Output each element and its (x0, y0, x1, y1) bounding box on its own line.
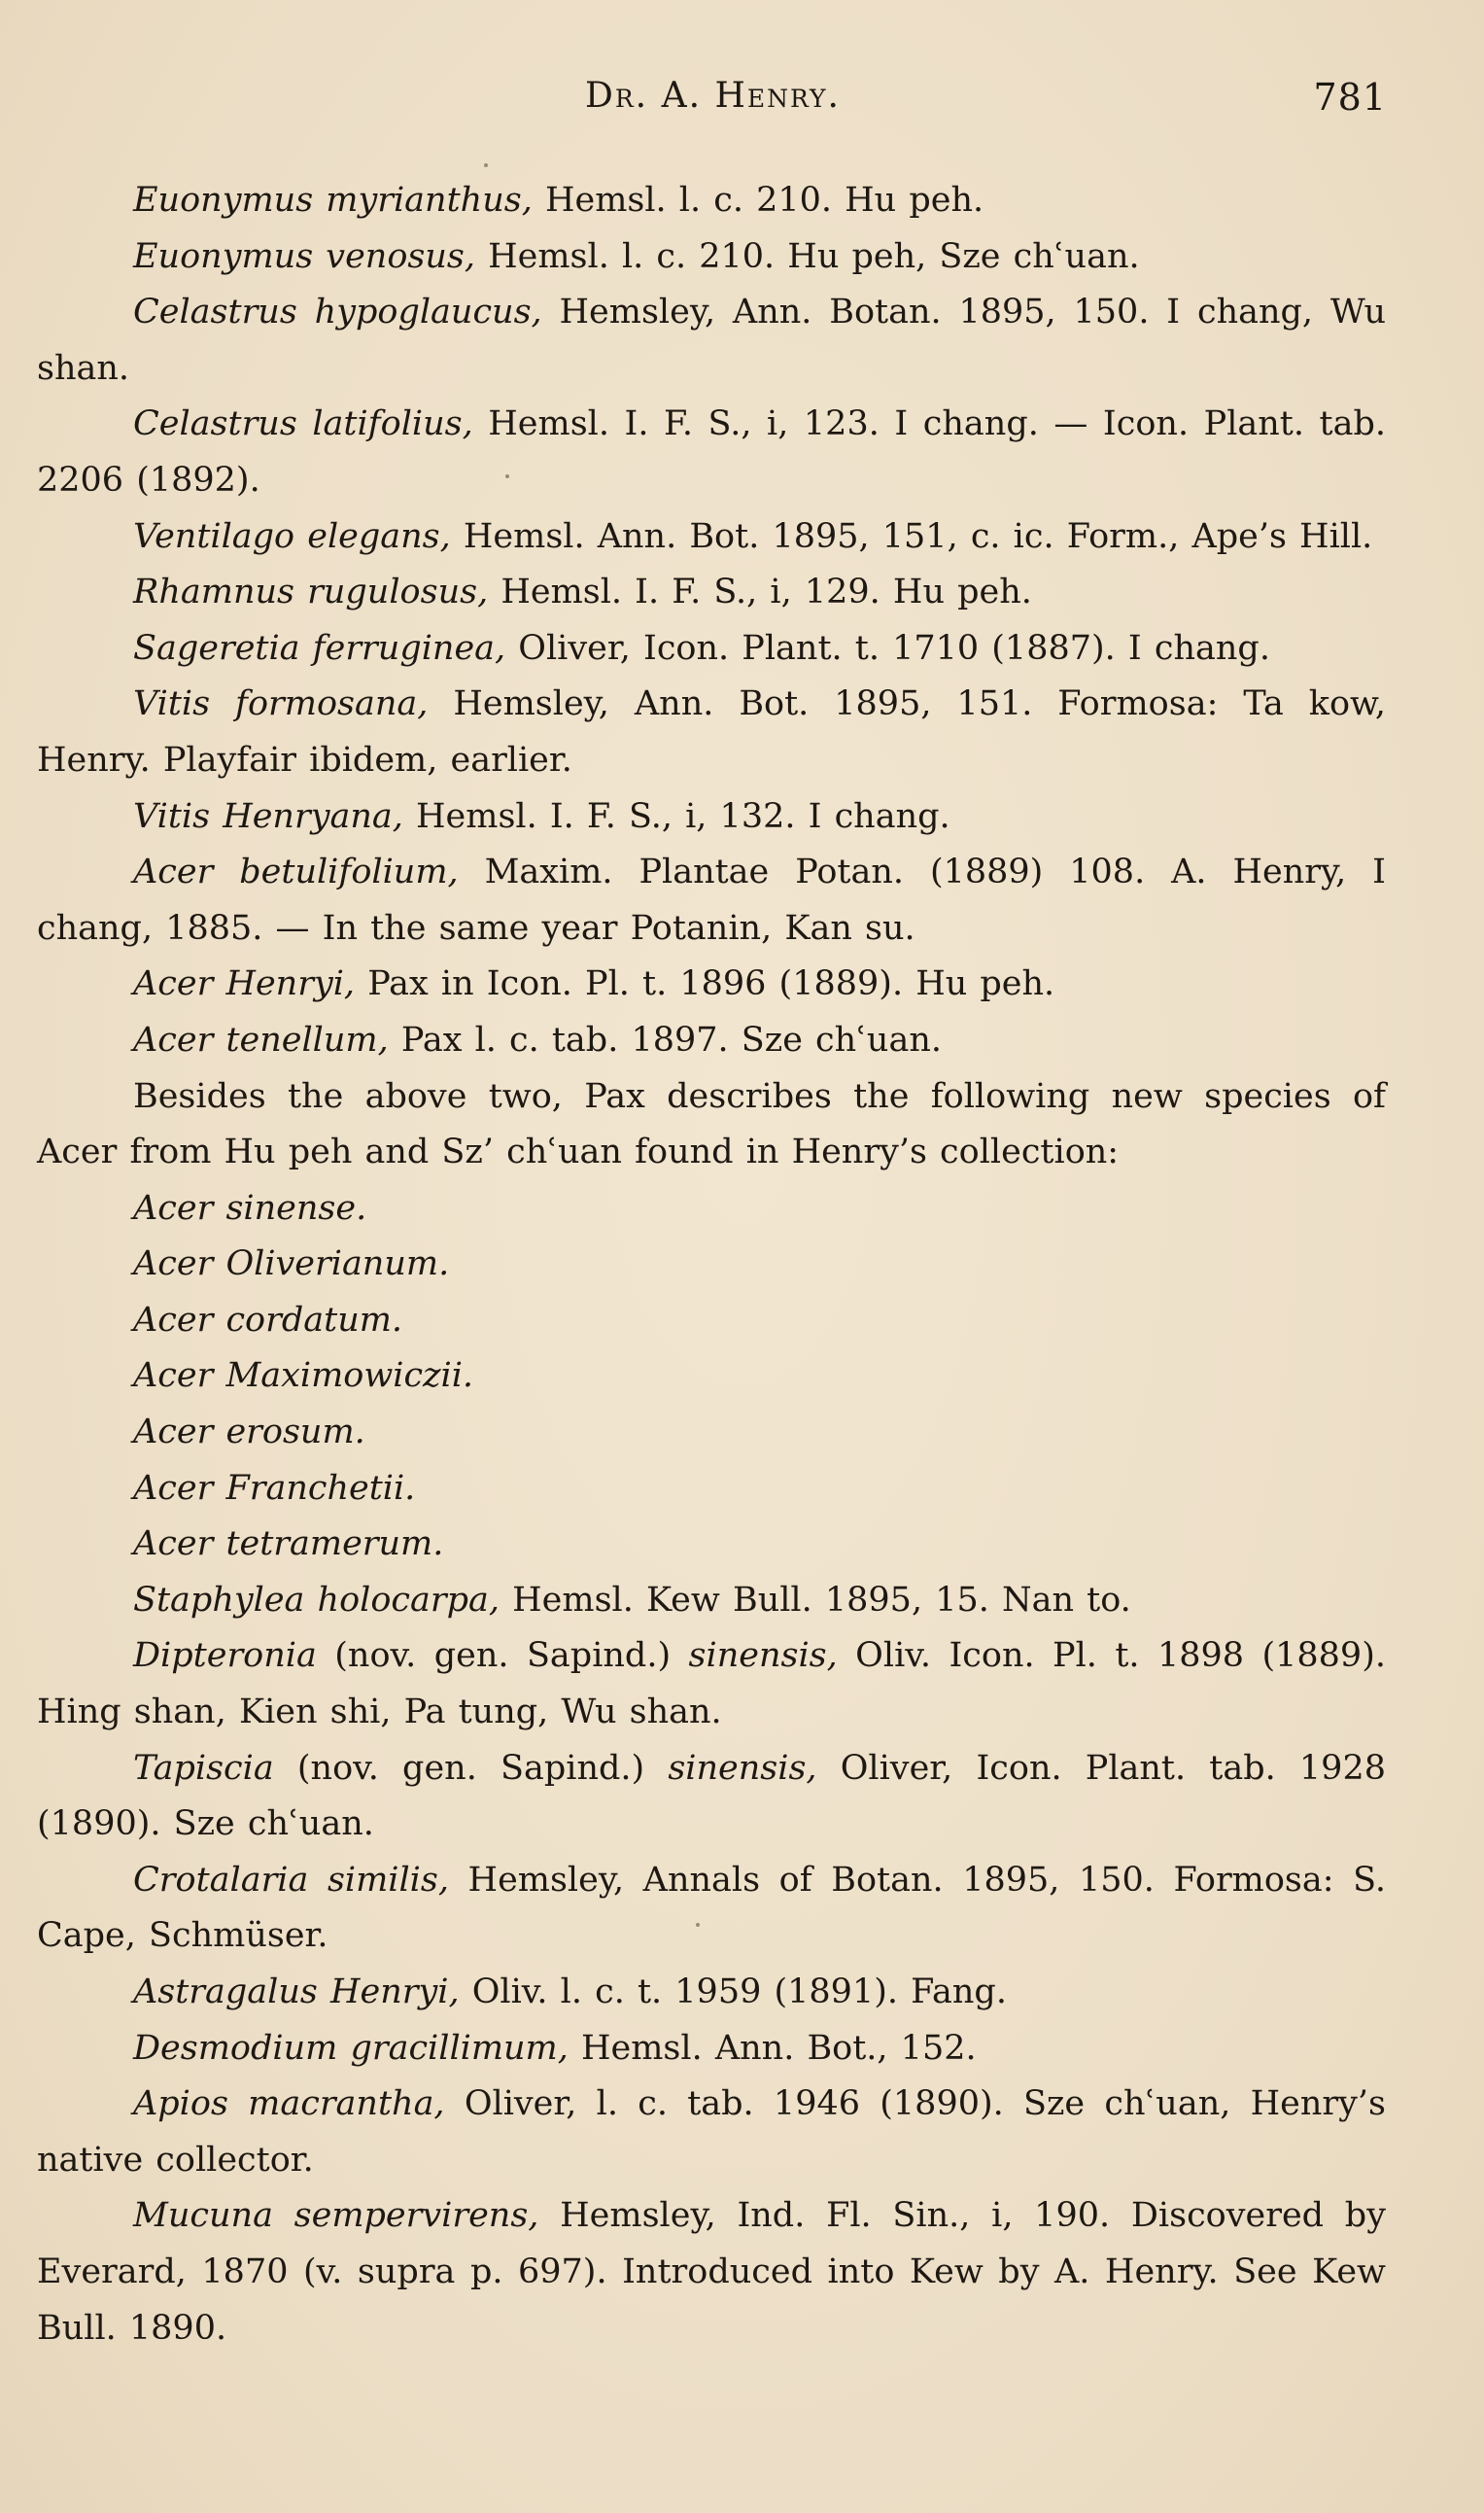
species-name: Sageretia ferruginea, (133, 628, 506, 668)
species-name: Mucuna sempervirens, (133, 2196, 539, 2236)
species-epithet: sinensis, (688, 1636, 838, 1676)
citation: Hemsl. l. c. 210. Hu peh, Sze chʿuan. (474, 236, 1140, 276)
species-name: Vitis Henryana, (133, 796, 403, 836)
citation: Hemsl. Ann. Bot., 152. (568, 2028, 977, 2068)
citation: Hemsl. l. c. 210. Hu peh. (532, 181, 984, 220)
acer-species-item: Acer Maximowiczii. (133, 1356, 474, 1396)
species-name: Euonymus myrianthus, (133, 181, 533, 220)
citation: Hemsley, Ann. Bot. 1895, 151. Formosa: Ta kow, Henry. Playfair ibidem, earlier. (37, 684, 1386, 780)
entry (37, 621, 1386, 678)
citation: Hemsl. Ann. Bot. 1895, 151, c. ic. Form., Ape’s Hill. (450, 516, 1373, 556)
acer-species-item: Acer sinense. (133, 1188, 367, 1228)
entry (37, 2077, 1386, 2188)
citation: Oliver, l. c. tab. 1946 (1890). Sze chʿuan, Henry’s native collector. (37, 2084, 1386, 2180)
citation: Maxim. Plantae Potan. (1889) 108. A. Henry, I chang, 1885. — In the same year Potanin, Kan su. (37, 853, 1386, 948)
species-name: Acer betulifolium, (133, 853, 459, 892)
entry (37, 285, 1386, 397)
genus-note: (nov. gen. Sapind.) (316, 1636, 689, 1676)
species-name: Acer Henryi, (133, 964, 356, 1004)
entry (37, 789, 1386, 846)
species-epithet: sinensis, (668, 1748, 817, 1788)
entry (37, 2188, 1386, 2356)
paper-speck (484, 163, 488, 167)
citation: Hemsley, Annals of Botan. 1895, 150. Formosa: S. Cape, Schmüser. (37, 1860, 1386, 1956)
entry (37, 1741, 1386, 1853)
entry (37, 1853, 1386, 1965)
entry (37, 1628, 1386, 1740)
entry (37, 1013, 1386, 1069)
citation: Hemsley, Ann. Botan. 1895, 150. I chang, Wu shan. (37, 293, 1386, 388)
entry (37, 397, 1386, 508)
genus-name: Tapiscia (133, 1748, 274, 1788)
citation: Hemsl. I. F. S., i, 132. I chang. (402, 796, 950, 836)
species-name: Celastrus latifolius, (133, 404, 473, 444)
entry (37, 1965, 1386, 2021)
acer-species-item: Acer tetramerum. (133, 1524, 444, 1564)
entry (37, 173, 1386, 229)
species-name: Ventilago elegans, (133, 516, 451, 556)
acer-species-item: Acer erosum. (133, 1413, 365, 1452)
paper-speck (696, 1923, 700, 1927)
citation: Hemsl. I. F. S., i, 129. Hu peh. (488, 573, 1032, 612)
paper-speck (505, 474, 509, 478)
species-name: Celastrus hypoglaucus, (133, 293, 542, 332)
citation: Oliver, Icon. Plant. tab. 1928 (1890). Sze chʿuan. (37, 1748, 1386, 1844)
acer-species-item: Acer cordatum. (133, 1300, 403, 1340)
species-name: Acer tenellum, (133, 1020, 389, 1060)
genus-note: (nov. gen. Sapind.) (273, 1748, 669, 1788)
species-name: Crotalaria similis, (133, 1860, 449, 1900)
species-name: Staphylea holocarpa, (133, 1580, 500, 1620)
entry (37, 677, 1386, 788)
entry (37, 229, 1386, 286)
species-name: Desmodium gracillimum, (133, 2028, 569, 2068)
citation: Oliv. l. c. t. 1959 (1891). Fang. (459, 1972, 1007, 2011)
genus-name: Dipteronia (133, 1636, 317, 1676)
species-name: Astragalus Henryi, (133, 1972, 460, 2011)
page-header (39, 76, 1387, 134)
species-name: Apios macrantha, (133, 2084, 445, 2124)
entry (37, 1573, 1386, 1629)
citation: Pax l. c. tab. 1897. Sze chʿuan. (388, 1020, 943, 1060)
acer-species-item: Acer Oliverianum. (133, 1244, 450, 1284)
entry (37, 509, 1386, 566)
species-name: Vitis formosana, (133, 684, 429, 724)
acer-species-item: Acer Franchetii. (133, 1468, 416, 1508)
citation: Pax in Icon. Pl. t. 1896 (1889). Hu peh. (355, 964, 1055, 1004)
running-head: Dr. A. Henry. (585, 76, 841, 116)
page-number: 781 (1313, 76, 1387, 119)
citation: Hemsl. Kew Bull. 1895, 15. Nan to. (500, 1580, 1131, 1620)
entry (37, 2021, 1386, 2077)
body-text (37, 173, 1386, 2356)
citation: Oliv. Icon. Pl. t. 1898 (1889). Hing shan, Kien shi, Pa tung, Wu shan. (37, 1636, 1386, 1732)
citation: Hemsl. I. F. S., i, 123. I chang. — Icon. Plant. tab. 2206 (1892). (37, 404, 1386, 500)
citation: Oliver, Icon. Plant. t. 1710 (1887). I chang. (505, 628, 1270, 668)
species-name: Rhamnus rugulosus, (133, 573, 489, 612)
entry (37, 845, 1386, 957)
paragraph: Besides the above two, Pax describes the following new species of Acer from Hu peh and Sz’ chʿuan found in Henry’s collection: (37, 1076, 1386, 1172)
entry (37, 565, 1386, 621)
entry (37, 957, 1386, 1013)
species-name: Euonymus venosus, (133, 236, 475, 276)
citation: Hemsley, Ind. Fl. Sin., i, 190. Discovered by Everard, 1870 (v. supra p. 697). Introduced into Kew by A. Henry. See Kew Bull. 1890. (37, 2196, 1386, 2348)
